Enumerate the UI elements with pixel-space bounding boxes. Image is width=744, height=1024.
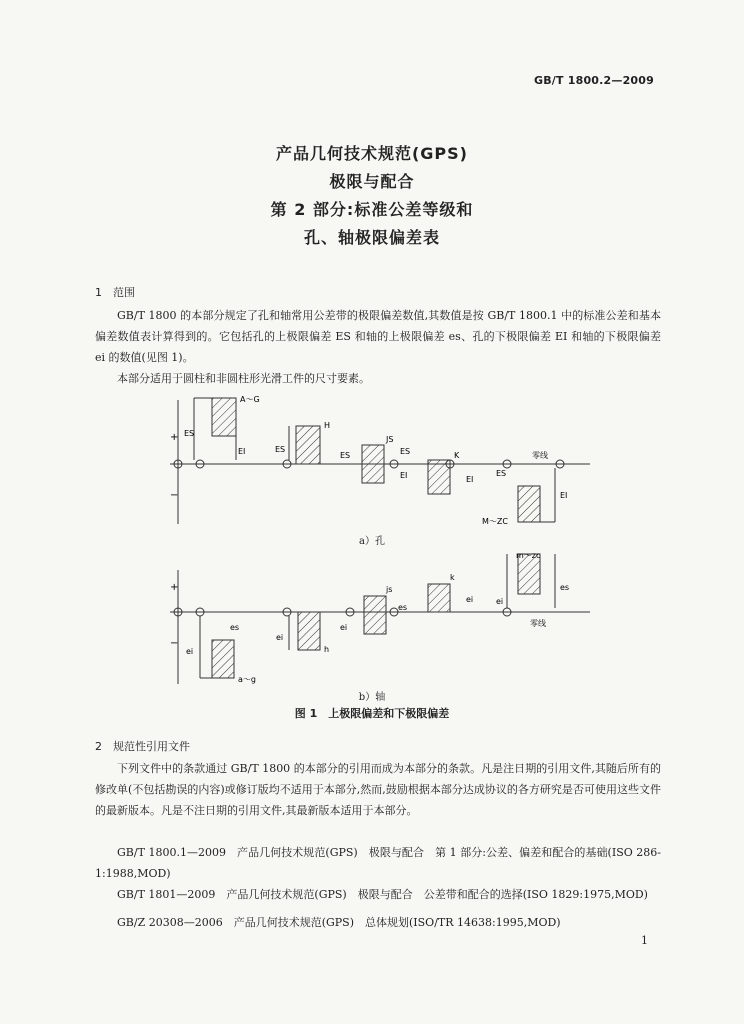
minus-sign-b: − <box>170 638 179 649</box>
band-JS <box>362 445 384 483</box>
label-K: K <box>454 451 460 460</box>
label-ES-ag: ES <box>184 429 195 438</box>
band-A-G <box>212 398 236 436</box>
section-1-para-1: GB/T 1800 的本部分规定了孔和轴常用公差带的极限偏差数值,其数值是按 GB/T 1800.1 中的标准公差和基本偏差数值表计算得到的。它包括孔的上极限偏差 ES 和轴的上极限偏差 es、孔的下极限偏差 EI 和轴的下极限偏差 ei 的数值(见图 1)。 <box>95 309 661 364</box>
figure-b-shafts <box>160 550 600 690</box>
band-m-zc <box>518 554 540 594</box>
label-m-zc: m～zc <box>516 551 541 560</box>
label-es-mzc: es <box>560 583 570 592</box>
label-ei-h: ei <box>276 633 284 642</box>
caption-b: b）轴 <box>358 692 386 703</box>
section-1-para-2: 本部分适用于圆柱和非圆柱形光滑工件的尺寸要素。 <box>117 372 370 385</box>
label-es-js: es <box>398 603 408 612</box>
band-js <box>364 596 386 634</box>
reference-item: GB/T 1800.1—2009 产品几何技术规范(GPS) 极限与配合 第 1 部分:公差、偏差和配合的基础(ISO 286-1:1988,MOD) <box>95 846 661 880</box>
label-EI-mzc: EI <box>560 491 568 500</box>
label-ES-js: ES <box>340 451 351 460</box>
label-M-ZC: M～ZC <box>482 517 508 526</box>
minus-sign: − <box>170 490 179 501</box>
label-zero-line-a: 零线 <box>532 451 548 460</box>
label-zero-line-b: 零线 <box>530 619 546 628</box>
band-a-g <box>212 640 234 678</box>
label-EI-k: EI <box>400 471 408 480</box>
section-1-heading: 1 范围 <box>95 286 135 299</box>
label-es-ag: es <box>230 623 240 632</box>
title-line-3: 第 2 部分:标准公差等级和 <box>270 200 474 219</box>
label-a-g: a～g <box>238 675 256 684</box>
band-H <box>296 426 320 464</box>
figure-caption: 图 1 上极限偏差和下极限偏差 <box>294 707 450 720</box>
section-2-para-1: 下列文件中的条款通过 GB/T 1800 的本部分的引用而成为本部分的条款。凡是注日期的引用文件,其随后所有的修改单(不包括勘误的内容)或修订版均不适用于本部分,然而,鼓励根据本部分达成协议的各方研究是否可使用这些文件的最新版本。凡是不注日期的引用文件,其最新版本适用于本部分。 <box>95 762 661 817</box>
label-h: h <box>324 645 330 654</box>
standard-code: GB/T 1800.2—2009 <box>533 74 654 87</box>
reference-item: GB/T 1801—2009 产品几何技术规范(GPS) 极限与配合 公差带和配合的选择(ISO 1829:1975,MOD) <box>117 888 648 901</box>
label-EI-k2: EI <box>466 475 474 484</box>
title-line-2: 极限与配合 <box>329 172 415 191</box>
label-ei-mzc: ei <box>496 597 504 606</box>
document-title <box>0 140 744 252</box>
label-JS: JS <box>386 435 394 444</box>
band-h <box>298 612 320 650</box>
band-M-ZC <box>518 486 540 522</box>
plus-sign: + <box>170 432 179 443</box>
reference-item: GB/Z 20308—2006 产品几何技术规范(GPS) 总体规划(ISO/TR 14638:1995,MOD) <box>117 916 561 929</box>
figure-a-holes <box>160 392 600 532</box>
label-ES-mzc: ES <box>496 469 507 478</box>
plus-sign-b: + <box>170 582 179 593</box>
band-K <box>428 460 450 494</box>
page-number: 1 <box>641 934 648 947</box>
label-EI-ag: EI <box>238 447 246 456</box>
label-ei-ag: ei <box>186 647 194 656</box>
label-js: js <box>386 585 393 594</box>
label-ES-h: ES <box>275 445 286 454</box>
band-k <box>428 584 450 612</box>
label-A-G: A～G <box>240 395 260 404</box>
section-2-heading: 2 规范性引用文件 <box>95 740 190 753</box>
label-ei-js: ei <box>340 623 348 632</box>
title-line-1: 产品几何技术规范(GPS) <box>275 144 468 163</box>
label-ei-k: ei <box>466 595 474 604</box>
label-H: H <box>324 421 331 430</box>
title-line-4: 孔、轴极限偏差表 <box>303 228 440 247</box>
caption-a: a）孔 <box>359 536 385 547</box>
label-ES-k: ES <box>400 447 411 456</box>
label-k: k <box>450 573 455 582</box>
